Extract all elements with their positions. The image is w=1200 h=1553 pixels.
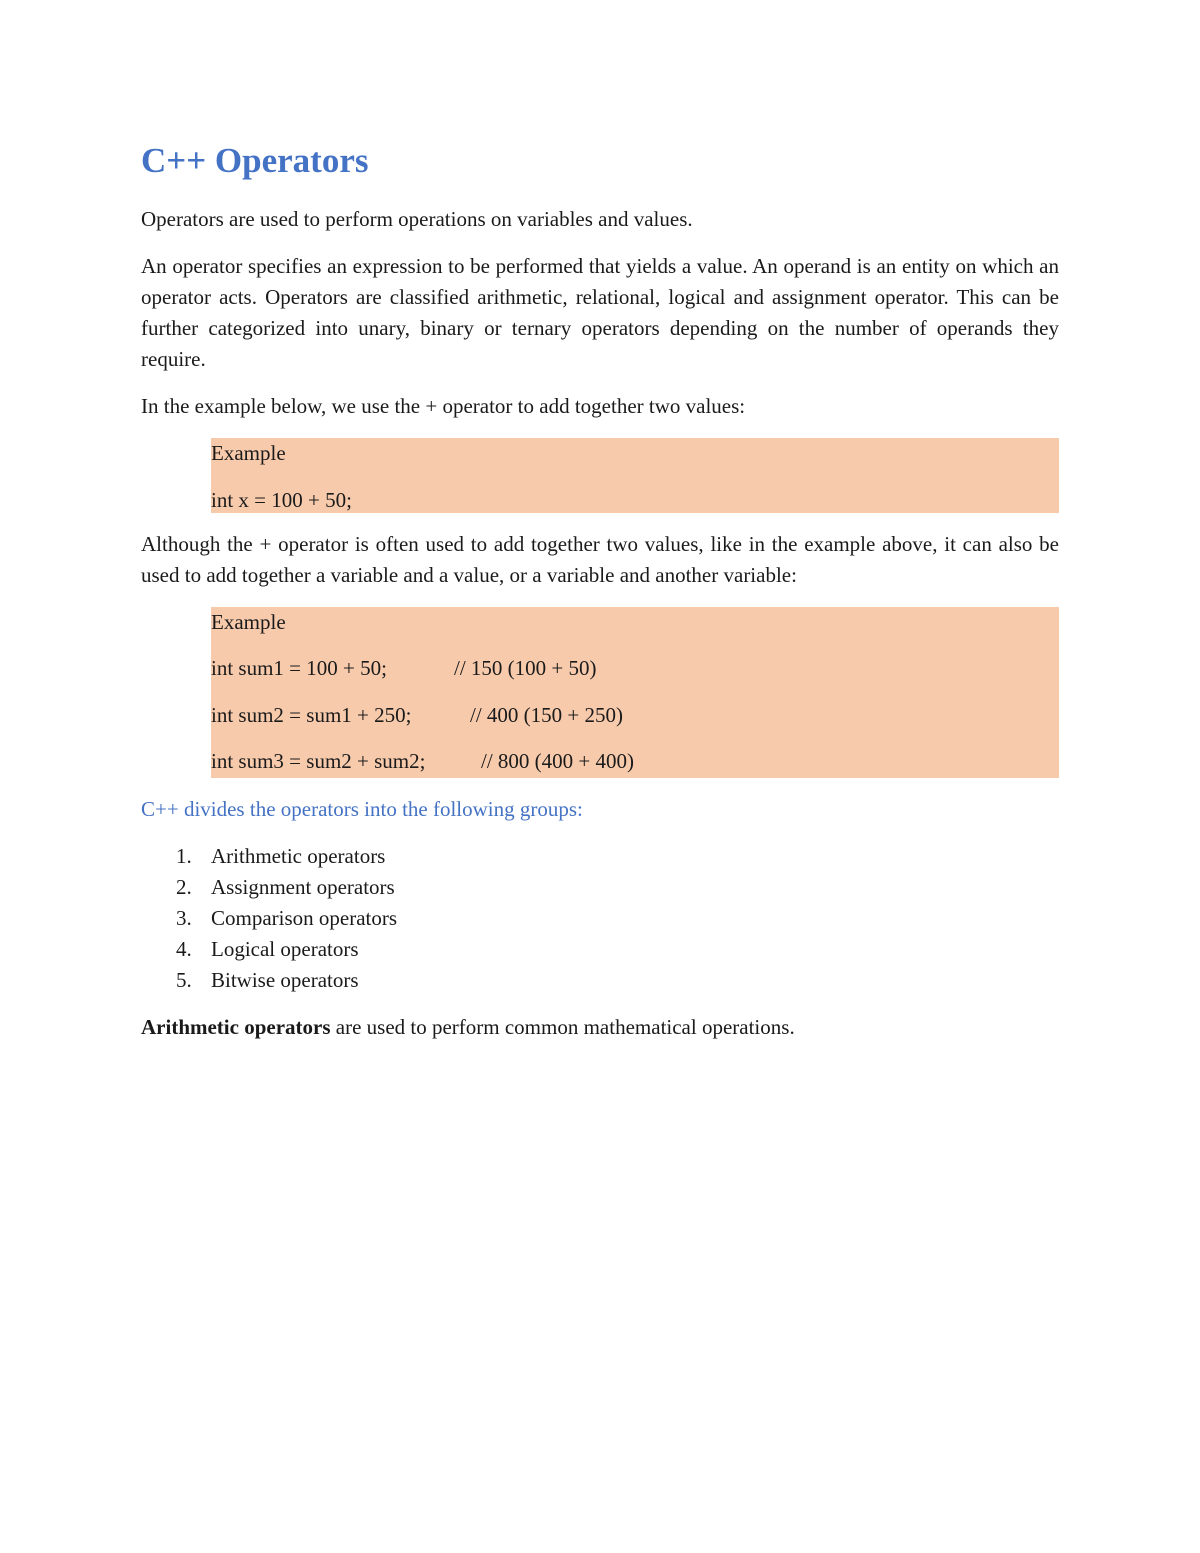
list-item — [141, 934, 1059, 965]
intro-paragraph: Operators are used to perform operations on variables and values. — [141, 207, 693, 231]
list-label: Bitwise operators — [211, 968, 359, 992]
page-title: C++ Operators — [141, 141, 369, 180]
example-code-line: int x = 100 + 50; — [211, 487, 352, 512]
example-code-line — [211, 653, 1059, 700]
code-comment: // 800 (400 + 400) — [481, 749, 634, 773]
list-item — [141, 841, 1059, 872]
example-box-2 — [211, 607, 1059, 779]
code-statement: int sum1 = 100 + 50; — [211, 656, 387, 680]
list-number: 2. — [176, 875, 192, 899]
example-heading: Example — [211, 441, 286, 465]
example-code-line — [211, 700, 1059, 747]
groups-intro-heading: C++ divides the operators into the following groups: — [141, 797, 583, 821]
code-statement: int sum2 = sum1 + 250; — [211, 702, 412, 727]
example-heading: Example — [211, 609, 286, 634]
document-page — [141, 140, 1059, 1059]
list-number: 4. — [176, 937, 192, 961]
list-number: 1. — [176, 844, 192, 868]
example-intro-paragraph: In the example below, we use the + operator to add together two values: — [141, 394, 746, 418]
list-item — [141, 872, 1059, 903]
example-box-1 — [211, 438, 1059, 513]
example-code-line — [211, 746, 1059, 778]
operator-description-paragraph: An operator specifies an expression to be performed that yields a value. An operand is an entity on which an operator acts. Operators are classified arithmetic, relational, logical and assignment operator. This can be further categorized into unary, binary or ternary operators depending on the number of operands they require. — [141, 254, 1059, 371]
operator-groups-list — [141, 841, 1059, 996]
list-label: Assignment operators — [211, 875, 395, 899]
code-statement: int sum3 = sum2 + sum2; — [211, 749, 426, 773]
list-number: 3. — [176, 906, 192, 930]
list-number: 5. — [176, 968, 192, 992]
code-comment: // 400 (150 + 250) — [470, 702, 623, 727]
list-label: Comparison operators — [211, 906, 398, 930]
list-label: Arithmetic operators — [211, 844, 386, 868]
variable-addition-paragraph: Although the + operator is often used to add together two values, like in the example above, it can also be used to add together a variable and a value, or a variable and another variable: — [141, 531, 1059, 587]
list-item — [141, 965, 1059, 996]
code-comment: // 150 (100 + 50) — [454, 656, 597, 680]
arithmetic-operators-paragraph — [141, 1012, 1059, 1043]
arithmetic-operators-description: are used to perform common mathematical operations. — [330, 1015, 795, 1039]
list-label: Logical operators — [211, 937, 359, 961]
arithmetic-operators-term: Arithmetic operators — [141, 1015, 331, 1039]
list-item — [141, 903, 1059, 934]
